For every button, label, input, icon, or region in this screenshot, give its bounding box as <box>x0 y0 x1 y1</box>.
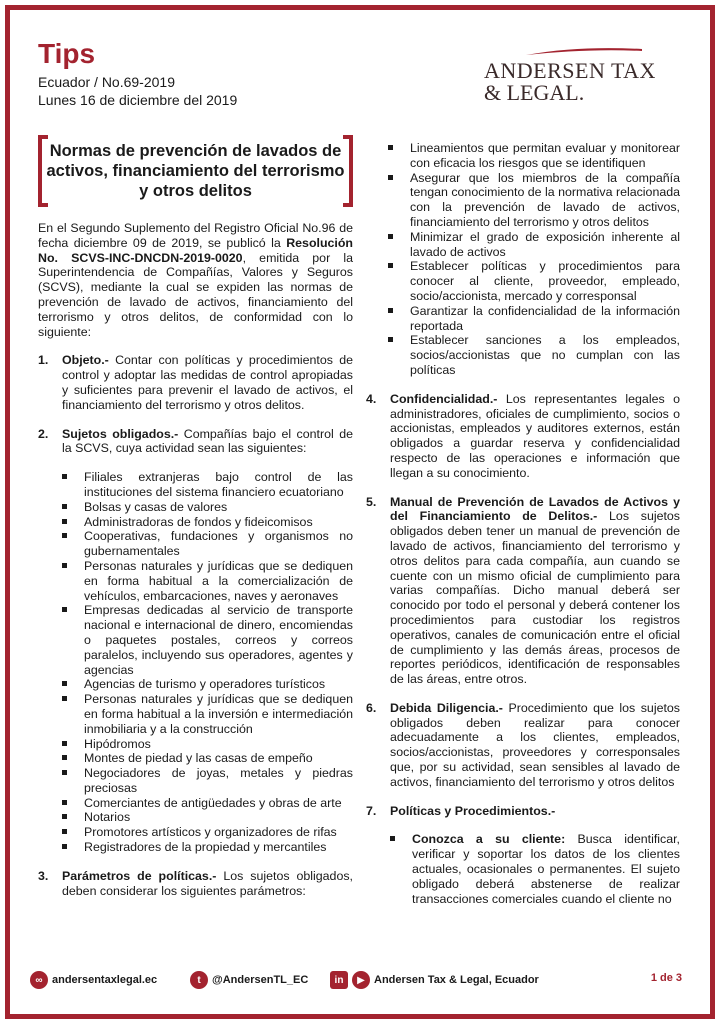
square-bullet-icon <box>62 814 67 819</box>
section-politicas: 7. Políticas y Procedimientos.- Conozca a su cliente: Busca identificar, verificar y soportar los datos de los clientes actuales, ocasionales o permanentes. El sujeto obligado deberá abstenerse de realizar transacciones comerciales cuando el cliente no <box>366 803 680 906</box>
list-item: Filiales extranjeras bajo control de las instituciones del sistema financiero ecuatoriano <box>62 470 353 500</box>
twitter-icon: t <box>190 971 208 989</box>
section-sujetos: 2. Sujetos obligados.- Compañías bajo el control de la SCVS, cuya actividad sean las siguientes: Filiales extranjeras bajo control de las instituciones del sistema financiero ecuatoriano Bolsas y casas de valores Administradoras de fondos y fideicomisos Cooperativas, fundaciones y organismos no gubernamentales Personas naturales y jurídicas que se dediquen en forma habitual a la comercialización de vehículos, embarcaciones, naves y aeronaves Empresas dedicadas al servicio de transporte nacional e internacional de dinero, encomiendas o paquetes postales, correos y correos paralelos, incluyendo sus operadores, agentes y agencias Agencias de turismo y operadores turísticos Personas naturales y jurídicas que se dediquen en forma habitual a la inversión e intermediación inmobiliaria y a la construcción Hipódromos Montes de piedad y las casas de empeño Negociadores de joyas, metales y piedras preciosas Comerciantes de antigüedades y obras de arte Notarios Promotores artísticos y organizadores de rifas Registradores de la propiedad y mercantiles <box>38 426 353 855</box>
resolution-number: Resolución No. SCVS-INC-DNCDN-2019-0020 <box>38 235 353 265</box>
square-bullet-icon <box>62 800 67 805</box>
section-parametros: 3. Parámetros de políticas.- Los sujetos obligados, deben considerar los siguientes parámetros: <box>38 868 353 898</box>
numbered-list-continued <box>366 392 680 907</box>
twitter-handle[interactable]: @AndersenTL_EC <box>212 974 309 986</box>
square-bullet-icon <box>388 234 393 239</box>
section-objeto: 1. Objeto.- Contar con políticas y procedimientos de control y adoptar las medidas de control apropiadas y suficientes para prevenir el lavado de activos, el financiamiento del terrorismo y otros delitos. <box>38 353 353 412</box>
footer-social[interactable] <box>330 968 539 992</box>
list-item: Empresas dedicadas al servicio de transporte nacional e internacional de dinero, encomiendas o paquetes postales, correos y correos paralelos, incluyendo sus operadores, agentes y agencias <box>62 603 353 677</box>
list-item: Conozca a su cliente: Busca identificar, verificar y soportar los datos de los clientes actuales, ocasionales o permanentes. El sujeto obligado deberá abstenerse de realizar transacciones comerciales cuando el cliente no <box>390 832 680 906</box>
header <box>38 38 688 118</box>
square-bullet-icon <box>62 474 67 479</box>
square-bullet-icon <box>62 681 67 686</box>
square-bullet-icon <box>62 770 67 775</box>
list-item: Administradoras de fondos y fideicomisos <box>62 515 353 530</box>
intro-paragraph: En el Segundo Suplemento del Registro Oficial No.96 de fecha diciembre 09 de 2019, se publicó la Resolución No. SCVS-INC-DNCDN-2019-0020, emitida por la Superintendencia de Compañías, Valores y Seguros (SCVS), mediante la cual se expiden las normas de prevención de lavado de activos, financiamiento del terrorismo y otros delitos, de conformidad con lo siguiente: <box>38 221 353 339</box>
square-bullet-icon <box>62 829 67 834</box>
list-item: Negociadores de joyas, metales y piedras preciosas <box>62 766 353 796</box>
section-debida-diligencia: 6. Debida Diligencia.- Procedimiento que los sujetos obligados deben realizar para conocer adecuadamente a los clientes, empleados, socios/accionistas, proveedores y corresponsales que, por su actividad, sean sensibles al lavado de activos, financiamiento del terrorismo y otros delitos <box>366 700 680 789</box>
section-manual: 5. Manual de Prevención de Lavados de Activos y del Financiamiento de Delitos.- Los sujetos obligados deben tener un manual de prevención de lavado de activos, financiamiento del terrorismo y otros delitos para cada compañía, aun cuando se cuente con un mismo oficial de cumplimiento para varias compañías. Dicho manual deberá ser conocido por todo el personal y deberá contener los procedimientos para custodiar los registros operativos, canales de comunicación entre el oficial de cumplimiento y las demás áreas, procesos de reportes periódicos, identificación de responsables de las áreas, entre otros. <box>366 494 681 687</box>
list-item: Agencias de turismo y operadores turísticos <box>62 677 353 692</box>
company-logo <box>484 46 664 106</box>
numbered-list <box>38 353 353 898</box>
list-item: Montes de piedad y las casas de empeño <box>62 751 353 766</box>
footer-website[interactable] <box>30 968 157 992</box>
square-bullet-icon <box>62 519 67 524</box>
list-item: Personas naturales y jurídicas que se dediquen en forma habitual a la comercialización de vehículos, embarcaciones, naves y aeronaves <box>62 559 353 603</box>
square-bullet-icon <box>388 337 393 342</box>
footer <box>30 968 690 992</box>
square-bullet-icon <box>62 844 67 849</box>
left-column <box>38 135 353 912</box>
list-item: Registradores de la propiedad y mercantiles <box>62 840 353 855</box>
sujetos-list <box>62 470 353 855</box>
square-bullet-icon <box>62 696 67 701</box>
list-item: Lineamientos que permitan evaluar y monitorear con eficacia los riesgos que se identifiquen <box>366 141 680 171</box>
footer-twitter[interactable] <box>190 968 308 992</box>
list-item: Establecer políticas y procedimientos para conocer al cliente, proveedor, empleado, socio/accionista, mercado y corresponsal <box>366 259 680 303</box>
square-bullet-icon <box>62 755 67 760</box>
list-item: Promotores artísticos y organizadores de rifas <box>62 825 353 840</box>
square-bullet-icon <box>62 504 67 509</box>
link-icon: ∞ <box>30 971 48 989</box>
article-title-box <box>38 135 353 207</box>
right-column <box>366 141 680 920</box>
list-item: Bolsas y casas de valores <box>62 500 353 515</box>
section-label: Tips <box>38 38 96 69</box>
square-bullet-icon <box>388 175 393 180</box>
list-item: Garantizar la confidencialidad de la información reportada <box>366 304 680 334</box>
square-bullet-icon <box>388 308 393 313</box>
square-bullet-icon <box>388 263 393 268</box>
page-number: 1 de 3 <box>650 972 682 984</box>
list-item: Comerciantes de antigüedades y obras de arte <box>62 796 353 811</box>
section-confidencialidad: 4. Confidencialidad.- Los representantes legales o administradores, oficiales de cumplimiento, socios o accionistas, empleados y auditores externos, están obligados a guardar reserva y confidencialidad respecto de las operaciones e información que llegan a su conocimiento. <box>366 391 680 480</box>
logo-line-2: & LEGAL. <box>484 80 585 105</box>
linkedin-icon: in <box>330 971 348 989</box>
company-name[interactable]: Andersen Tax & Legal, Ecuador <box>374 974 539 986</box>
square-bullet-icon <box>390 836 395 841</box>
list-item: Personas naturales y jurídicas que se dediquen en forma habitual a la inversión e intermediación inmobiliaria y a la construcción <box>62 692 353 736</box>
square-bullet-icon <box>62 533 67 538</box>
parametros-list <box>366 141 680 378</box>
square-bullet-icon <box>388 145 393 150</box>
logo-swoosh-icon <box>524 46 644 56</box>
list-item: Cooperativas, fundaciones y organismos no gubernamentales <box>62 529 353 559</box>
list-item: Hipódromos <box>62 737 353 752</box>
square-bullet-icon <box>62 741 67 746</box>
youtube-icon: ▶ <box>352 971 370 989</box>
list-item: Notarios <box>62 810 353 825</box>
list-item: Asegurar que los miembros de la compañía tengan conocimiento de la normativa relacionada con la prevención de lavado de activos, financiamiento del terrorismo y otros delitos <box>366 171 680 230</box>
issue-date: Lunes 16 de diciembre del 2019 <box>38 92 238 108</box>
issue-number: Ecuador / No.69-2019 <box>38 74 175 90</box>
square-bullet-icon <box>62 607 67 612</box>
list-item: Establecer sanciones a los empleados, socios/accionistas que no cumplan con las políticas <box>366 333 680 377</box>
article-title: Normas de prevención de lavados de activos, financiamiento del terrorismo y otros delitos <box>46 142 345 200</box>
square-bullet-icon <box>62 563 67 568</box>
list-item: Minimizar el grado de exposición inherente al lavado de activos <box>366 230 680 260</box>
website-text[interactable]: andersentaxlegal.ec <box>52 974 158 986</box>
politicas-list <box>390 832 680 906</box>
logo-line-1: ANDERSEN TAX <box>484 58 656 83</box>
